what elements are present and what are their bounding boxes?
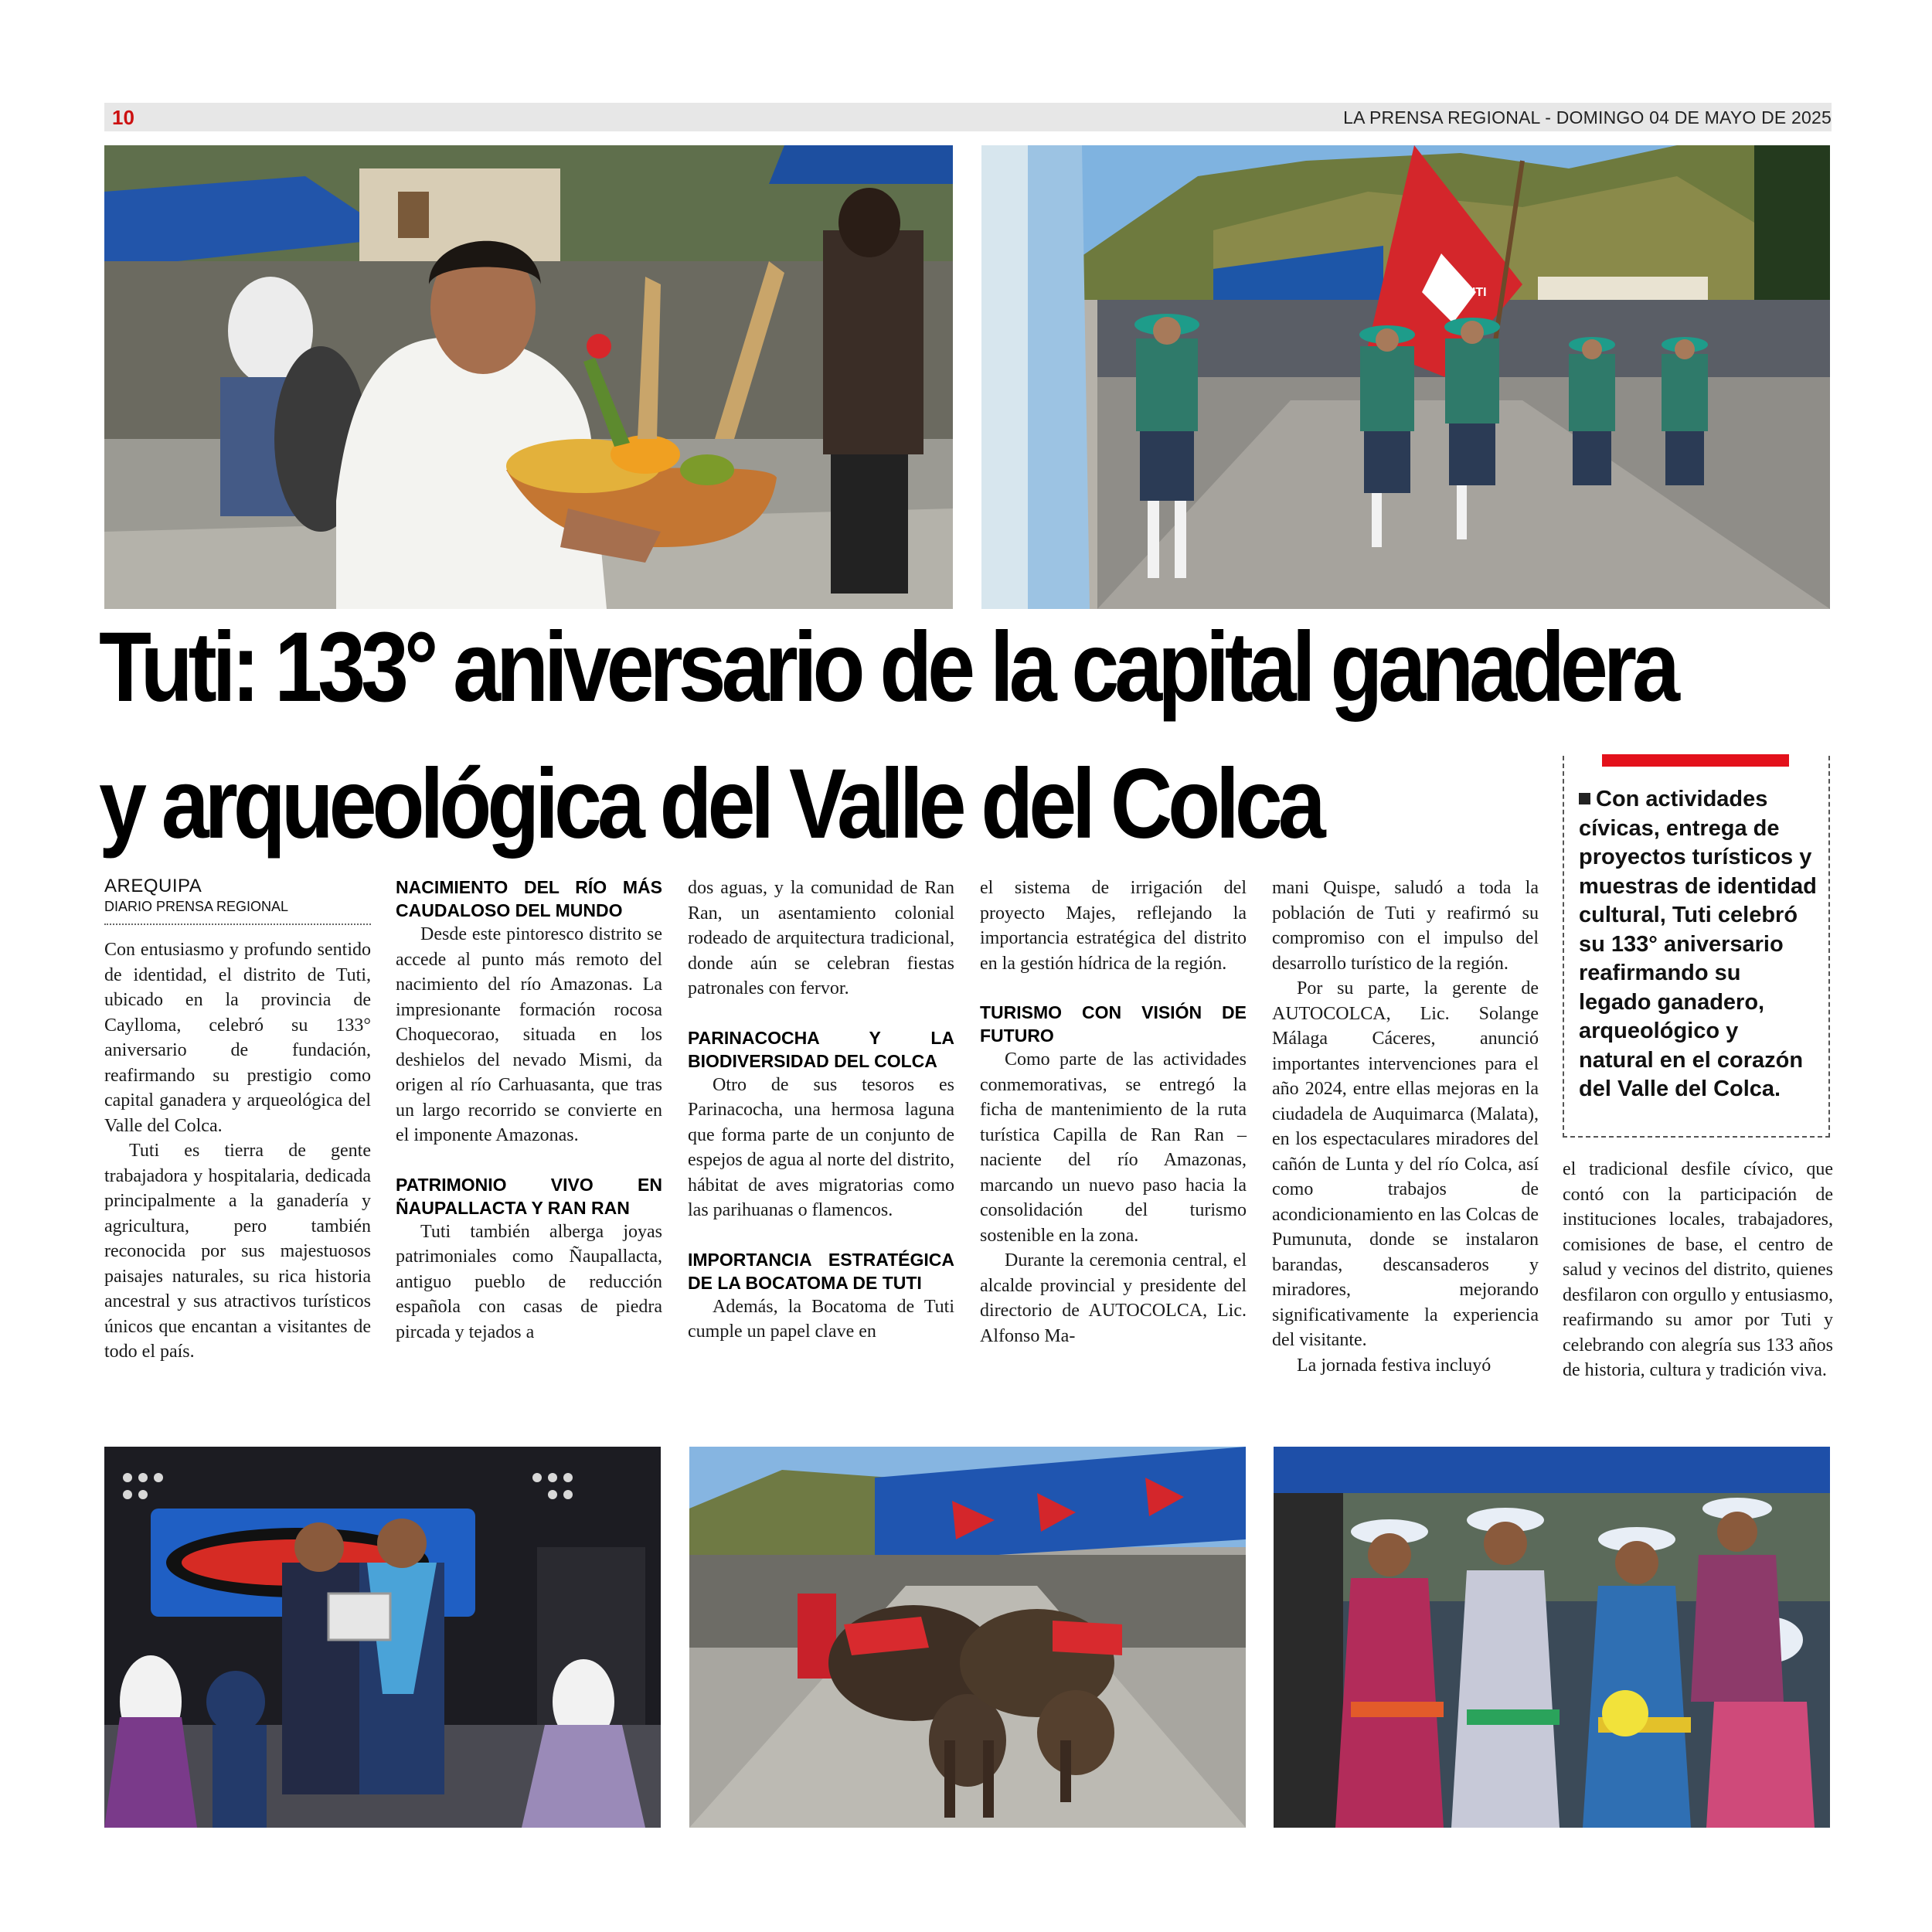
flag-text: TUTI	[1459, 286, 1487, 299]
article-paragraph: La jornada festiva incluyó	[1297, 1355, 1492, 1376]
headline-line-2: y arqueológica del Valle del Colca	[99, 749, 1321, 859]
section-heading: TURISMO CON VISIÓN DE FUTURO	[980, 1002, 1247, 1046]
article-paragraph: dos aguas, y la comunidad de Ran Ran, un asentamiento colonial rodeado de arquitectura tradicional, donde aún se celebran fiestas patronales con fervor.	[688, 878, 954, 998]
photo-decorated-bulls	[689, 1447, 1246, 1828]
article-paragraph: Desde este pintoresco distrito se accede al punto más remoto del nacimiento del río Amazonas. La impresionante formación rocosa Choquecorao, situada en los deshielos del nevado Mismi, da origen al río Carhuasanta, que tras un largo recorrido se convierte en el imponente Amazonas.	[396, 924, 662, 1145]
section-heading: PARINACOCHA Y LA BIODIVERSIDAD DEL COLCA	[688, 1027, 954, 1071]
summary-text	[1579, 785, 1818, 1104]
section-heading: PATRIMONIO VIVO EN ÑAUPALLACTA Y RAN RAN	[396, 1174, 662, 1218]
article-paragraph: Tuti también alberga joyas patrimoniales como Ñaupallacta, antiguo pueblo de reducción española con casas de piedra pircada y tejados a	[396, 1221, 662, 1342]
page-number: 10	[112, 106, 134, 129]
article-paragraph: Otro de sus tesoros es Parinacocha, una hermosa laguna que forma parte de un conjunto de espejos de agua al norte del distrito, hábitat de aves migratorias como las parihuanas o flamencos.	[688, 1074, 954, 1220]
article-paragraph: Además, la Bocatoma de Tuti cumple un papel clave en	[688, 1296, 954, 1342]
article-column-4	[980, 876, 1247, 1349]
article-paragraph: el sistema de irrigación del proyecto Majes, reflejando la importancia estratégica del distrito en la gestión hídrica de la región.	[980, 878, 1247, 974]
section-heading: IMPORTANCIA ESTRATÉGICA DE LA BOCATOMA DE TUTI	[688, 1249, 954, 1293]
article-paragraph: el tradicional desfile cívico, que contó con la participación de instituciones locales, trabajadores, comisiones de base, el centro de salud y vecinos del distrito, quienes desfilaron con orgullo y entusiasmo, reafirmando su amor por Tuti y celebrando con alegría sus 133 años de historia, cultura y tradición viva.	[1563, 1159, 1833, 1380]
bullet-square-icon	[1579, 793, 1590, 804]
photo-parade-flag	[981, 145, 1830, 609]
photo-ceremony-stage	[104, 1447, 661, 1828]
article-column-1	[104, 876, 371, 1365]
byline-divider	[104, 923, 371, 925]
article-column-6	[1563, 1157, 1833, 1383]
headline-line-1: Tuti: 133° aniversario de la capital ganadera	[99, 612, 1675, 723]
summary-body: Con actividades cívicas, entrega de proyectos turísticos y muestras de identidad cultural, Tuti celebró su 133° aniversario reafirmando su legado ganadero, arqueológico y natural en el corazón del Valle del Colca.	[1579, 787, 1817, 1101]
photo-traditional-women	[1274, 1447, 1830, 1828]
article-paragraph: Tuti es tierra de gente trabajadora y hospitalaria, dedicada principalmente a la ganadería y agricultura, pero también reconocida por sus majestuosos paisajes naturales, su rica historia ancestral y sus atractivos turísticos únicos que encantan a visitantes de todo el país.	[104, 1141, 371, 1362]
section-heading: NACIMIENTO DEL RÍO MÁS CAUDALOSO DEL MUNDO	[396, 877, 662, 920]
publication-dateline: LA PRENSA REGIONAL - DOMINGO 04 DE MAYO DE 2025	[1343, 107, 1832, 128]
article-column-5	[1272, 876, 1539, 1378]
article-paragraph: Durante la ceremonia central, el alcalde provincial y presidente del directorio de AUTOCOLCA, Lic. Alfonso Ma-	[980, 1250, 1247, 1346]
article-paragraph: Como parte de las actividades conmemorativas, se entregó la ficha de mantenimiento de la ruta turística Capilla de Ran Ran – naciente del río Amazonas, marcando un nuevo paso hacia la consolidación del turismo sostenible en la zona.	[980, 1049, 1247, 1246]
article-paragraph: mani Quispe, saludó a toda la población de Tuti y reafirmó su compromiso con el impulso del desarrollo turístico de la región.	[1272, 878, 1539, 974]
article-column-2	[396, 876, 662, 1345]
summary-box-red-bar	[1602, 754, 1789, 767]
byline-city: AREQUIPA	[104, 876, 202, 896]
byline-source: DIARIO PRENSA REGIONAL	[104, 899, 289, 914]
article-paragraph: Con entusiasmo y profundo sentido de identidad, el distrito de Tuti, ubicado en la provincia de Caylloma, celebró su 133° aniversario de fundación, reafirmando su prestigio como capital ganadera y arqueológica del Valle del Colca.	[104, 940, 371, 1136]
photo-woman-offering	[104, 145, 953, 609]
article-paragraph: Por su parte, la gerente de AUTOCOLCA, Lic. Solange Málaga Cáceres, anunció importantes intervenciones para el año 2024, entre ellas mejoras en la ciudadela de Auquimarca (Malata), en los espectaculares miradores del cañón de Lunta y del río Colca, así como trabajos de acondicionamiento en las Colcas de Pumunuta, donde se instalaron barandas, descansaderos y miradores, mejorando significativamente la experiencia del visitante.	[1272, 978, 1539, 1350]
article-column-3	[688, 876, 954, 1345]
